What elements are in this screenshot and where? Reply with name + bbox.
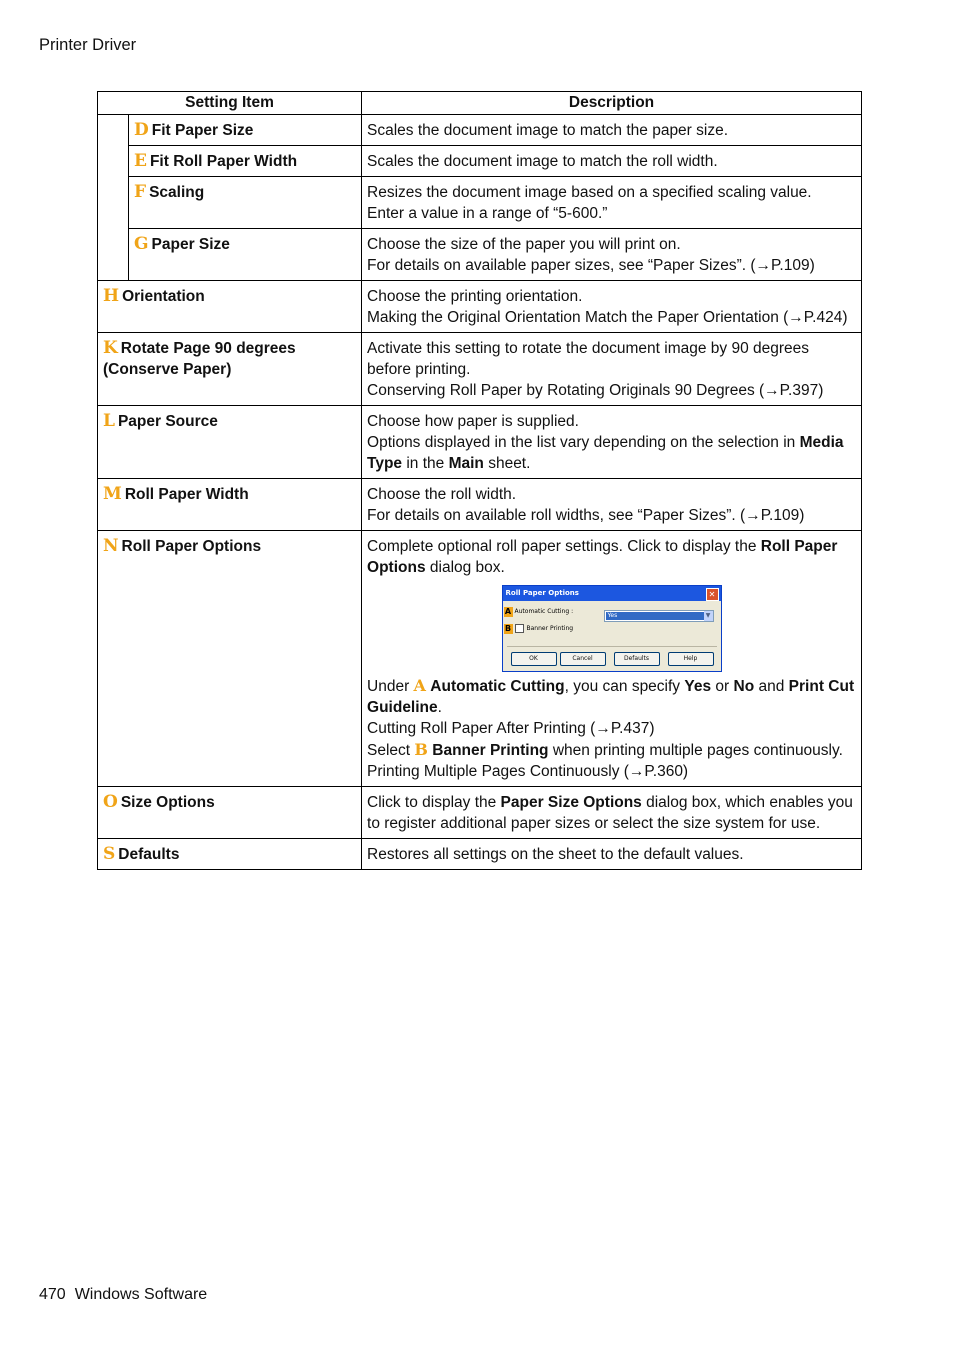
setting-name: Paper Source — [117, 413, 218, 430]
dialog-title: Roll Paper Options — [505, 589, 579, 597]
setting-cell — [129, 115, 362, 146]
group-indent-cell — [98, 115, 129, 281]
setting-cell — [98, 406, 362, 479]
running-header: Printer Driver — [39, 36, 137, 54]
table-row — [98, 229, 862, 281]
table-row — [98, 479, 862, 531]
description-cell — [362, 177, 862, 229]
setting-name: Defaults — [118, 846, 180, 863]
description-cell — [362, 115, 862, 146]
description-text — [367, 432, 856, 474]
description-text: Choose how paper is supplied. — [367, 413, 579, 430]
table-row — [98, 333, 862, 406]
automatic-cutting-term: Automatic Cutting — [430, 678, 565, 695]
text-run: Complete optional roll paper settings. Click to display the — [367, 538, 761, 555]
setting-cell — [129, 177, 362, 229]
table-row — [98, 406, 862, 479]
setting-cell — [98, 531, 362, 787]
setting-name: Fit Roll Paper Width — [149, 153, 298, 170]
text-run: in the — [402, 455, 449, 472]
automatic-cutting-select[interactable] — [604, 610, 714, 622]
table-row — [98, 146, 862, 177]
roll-paper-options-term: Roll Paper Options — [367, 538, 838, 576]
description-text: Resizes the document image based on a specified scaling value. — [367, 184, 812, 201]
item-letter: G — [134, 234, 149, 254]
setting-name: Scaling — [149, 184, 205, 201]
description-text: Choose the size of the paper you will print on. — [367, 236, 681, 253]
paper-size-options-term: Paper Size Options — [500, 794, 642, 811]
setting-name: Fit Paper Size — [151, 122, 254, 139]
description-text: Choose the printing orientation. — [367, 288, 583, 305]
item-letter: B — [414, 740, 428, 759]
settings-table — [97, 91, 862, 870]
banner-printing-label: Banner Printing — [526, 625, 574, 632]
description-text — [367, 536, 856, 578]
text-run: Under — [367, 678, 414, 695]
description-text: Enter a value in a range of “5-600.” — [367, 205, 608, 222]
description-text — [367, 675, 856, 718]
description-cell — [362, 333, 862, 406]
text-run: sheet. — [483, 455, 531, 472]
text-run: , you can specify — [564, 678, 685, 695]
table-row — [98, 177, 862, 229]
banner-printing-checkbox[interactable] — [515, 624, 524, 633]
description-text: Printing Multiple Pages Continuously (→P.360) — [367, 763, 689, 780]
ok-button[interactable]: OK — [511, 652, 557, 666]
close-icon[interactable]: ✕ — [706, 588, 719, 601]
item-letter: L — [103, 411, 115, 431]
description-text: Restores all settings on the sheet to the default values. — [367, 846, 744, 863]
description-text: Scales the document image to match the paper size. — [367, 122, 729, 139]
setting-name: Orientation — [122, 288, 205, 305]
item-letter: F — [134, 182, 147, 202]
automatic-cutting-value: Yes — [606, 612, 704, 620]
description-text: Choose the roll width. — [367, 486, 517, 503]
setting-cell — [98, 333, 362, 406]
footer-section: Windows Software — [74, 1286, 208, 1303]
yes-term: Yes — [684, 678, 712, 695]
table-header-row — [98, 92, 862, 115]
setting-cell — [98, 281, 362, 333]
automatic-cutting-label: Automatic Cutting : — [514, 608, 574, 615]
table-row — [98, 531, 862, 787]
chevron-down-icon: ▼ — [704, 611, 713, 621]
text-run: and — [754, 678, 789, 695]
description-text: Cutting Roll Paper After Printing (→P.437) — [367, 720, 655, 737]
roll-paper-options-dialog — [502, 585, 722, 672]
setting-name: Roll Paper Width — [124, 486, 249, 503]
description-cell — [362, 531, 862, 787]
description-cell — [362, 406, 862, 479]
item-letter: A — [413, 676, 426, 695]
table-row — [98, 839, 862, 870]
description-text: For details on available paper sizes, see “Paper Sizes”. (→P.109) — [367, 257, 815, 274]
item-letter: N — [103, 536, 119, 556]
description-cell — [362, 479, 862, 531]
text-run: dialog box, which enables you to register additional paper sizes or select the size system for use. — [367, 794, 853, 832]
print-cut-guideline-term: Print Cut Guideline — [367, 678, 855, 716]
item-letter: O — [103, 792, 118, 812]
table-row — [98, 281, 862, 333]
banner-printing-term: Banner Printing — [432, 742, 549, 759]
description-cell — [362, 839, 862, 870]
no-term: No — [733, 678, 755, 695]
description-text — [367, 739, 856, 761]
description-text: Activate this setting to rotate the document image by 90 degrees before printing. — [367, 340, 810, 378]
running-footer — [39, 1286, 207, 1304]
table-row — [98, 787, 862, 839]
setting-name: Paper Size — [151, 236, 230, 253]
dialog-title-bar — [503, 586, 721, 601]
help-button[interactable]: Help — [668, 652, 714, 666]
badge-a: A — [504, 606, 512, 616]
column-header-description: Description — [362, 92, 862, 115]
description-cell — [362, 229, 862, 281]
text-run: or — [711, 678, 734, 695]
main-sheet-term: Main — [448, 455, 484, 472]
description-cell — [362, 281, 862, 333]
setting-cell — [98, 839, 362, 870]
description-text: Conserving Roll Paper by Rotating Originals 90 Degrees (→P.397) — [367, 382, 824, 399]
text-run: when printing multiple pages continuously. — [548, 742, 843, 759]
cancel-button[interactable]: Cancel — [560, 652, 606, 666]
item-letter: D — [134, 120, 149, 140]
description-cell — [362, 787, 862, 839]
description-text: For details on available roll widths, see “Paper Sizes”. (→P.109) — [367, 507, 805, 524]
text-run: Options displayed in the list vary depending on the selection in — [367, 434, 800, 451]
item-letter: E — [134, 151, 147, 171]
column-header-setting: Setting Item — [98, 92, 362, 115]
setting-cell — [98, 479, 362, 531]
item-letter: S — [103, 844, 116, 864]
description-cell — [362, 146, 862, 177]
setting-name: Roll Paper Options — [121, 538, 262, 555]
text-run: dialog box. — [425, 559, 505, 576]
table-row — [98, 115, 862, 146]
description-text: Scales the document image to match the roll width. — [367, 153, 718, 170]
setting-name: Size Options — [120, 794, 215, 811]
automatic-cutting-row — [504, 606, 574, 617]
setting-name: Rotate Page 90 degrees (Conserve Paper) — [103, 340, 296, 378]
description-text: Making the Original Orientation Match the Paper Orientation (→P.424) — [367, 309, 848, 326]
dialog-screenshot — [367, 578, 856, 675]
setting-cell — [129, 229, 362, 281]
setting-cell — [129, 146, 362, 177]
text-run: Click to display the — [367, 794, 501, 811]
item-letter: H — [103, 286, 120, 306]
setting-cell — [98, 787, 362, 839]
text-run: Select — [367, 742, 415, 759]
defaults-button[interactable]: Defaults — [614, 652, 660, 666]
item-letter: K — [103, 338, 118, 358]
badge-b: B — [504, 623, 512, 633]
page-number: 470 — [39, 1286, 66, 1303]
dialog-divider — [507, 646, 717, 647]
banner-printing-row — [504, 623, 574, 634]
media-type-term: Media Type — [367, 434, 844, 472]
item-letter: M — [103, 484, 122, 504]
text-run: . — [437, 699, 442, 716]
